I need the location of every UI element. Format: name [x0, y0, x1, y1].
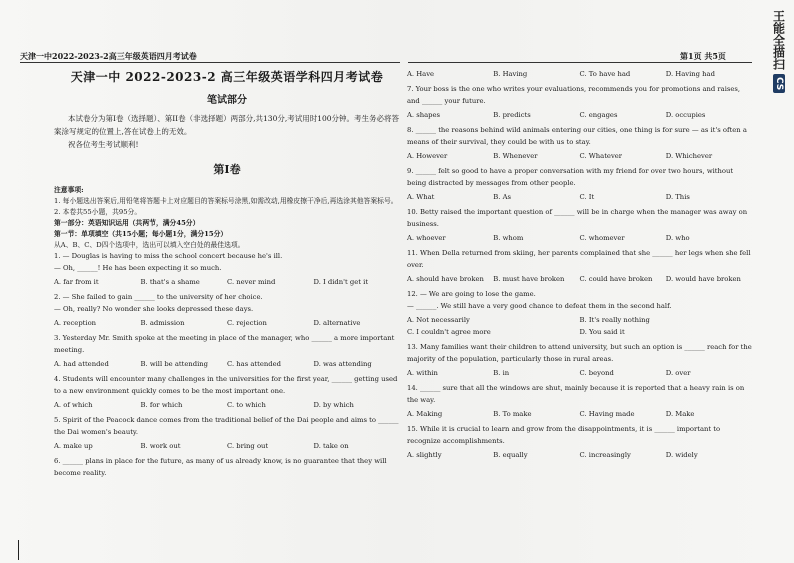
answer-option: A. far from it — [54, 278, 99, 286]
answer-option: C. beyond — [579, 369, 614, 377]
section-heading: 第一节：单项填空（共15小题；每小题1分，满分15分） — [54, 230, 228, 238]
question-text: 10. Betty raised the important question of ______ will be in charge when the manager was away on business. — [407, 208, 748, 228]
answer-option: B. whom — [493, 234, 524, 242]
answer-option: C. whomever — [579, 234, 625, 242]
answer-option: C. to which — [227, 401, 266, 409]
answer-option: D. take on — [313, 442, 349, 450]
question-text: 13. Many families want their children to attend university, but such an option is ______ reach for the majority of the population, particularly those in rural areas. — [407, 343, 752, 363]
question-item — [407, 125, 752, 162]
answer-option: B. work out — [140, 442, 181, 450]
margin-mark — [18, 540, 19, 560]
answer-option: A. whoever — [407, 234, 446, 242]
option: B. Having — [493, 70, 528, 78]
answer-option: B. It's really nothing — [579, 316, 650, 324]
question-text: 6. ______ plans in place for the future, as many of us already know, is no guarantee that they will become reality. — [54, 457, 387, 477]
question-text: — Oh, ______! He has been expecting it so much. — [54, 263, 222, 272]
answer-option: D. who — [665, 234, 690, 242]
part-heading: 第一部分：英语知识运用（共两节，满分45分） — [54, 219, 200, 227]
question-item — [54, 333, 400, 370]
question-text: 15. While it is crucial to learn and grow from the disappointments, it is ______ important to recognize accomplishments. — [407, 425, 721, 445]
answer-option: C. engages — [579, 111, 618, 119]
answer-option: C. I couldn't agree more — [407, 328, 491, 336]
question-item — [407, 342, 752, 379]
answer-option: D. alternative — [313, 319, 361, 327]
answer-option: D. was attending — [313, 360, 372, 368]
answer-option: C. rejection — [227, 319, 267, 327]
question-item — [407, 207, 752, 244]
answer-options — [407, 314, 752, 338]
answer-option: C. bring out — [227, 442, 269, 450]
scanner-watermark — [768, 10, 790, 105]
answer-options — [407, 408, 752, 420]
answer-option: A. make up — [54, 442, 93, 450]
answer-option: C. has attended — [227, 360, 281, 368]
answer-options — [54, 358, 400, 370]
question-item — [54, 456, 400, 479]
answer-option: D. over — [665, 369, 691, 377]
right-column — [407, 66, 752, 465]
question-text: — ______. We still have a very good chance to defeat them in the second half. — [407, 301, 672, 310]
answer-options — [407, 449, 752, 461]
notes-title: 注意事项: — [54, 186, 84, 194]
answer-option: D. You said it — [579, 328, 625, 336]
answer-option: B. in — [493, 369, 510, 377]
question-item — [407, 166, 752, 203]
answer-option: D. I didn't get it — [313, 278, 369, 286]
question-item — [54, 292, 400, 329]
option: D. Having had — [665, 70, 715, 78]
answer-option: B. Whenever — [493, 152, 538, 160]
answer-options — [54, 276, 400, 288]
answer-options — [54, 317, 400, 329]
question-item — [54, 251, 400, 288]
answer-option: B. must have broken — [493, 275, 565, 283]
question-item — [54, 415, 400, 452]
question-text: 3. Yesterday Mr. Smith spoke at the meeting in place of the manager, who ______ a more important meeting. — [54, 334, 395, 354]
answer-option: A. reception — [54, 319, 97, 327]
question-text: 4. Students will encounter many challenges in the universities for the first year, ______ getting used to a new environment quickly comes to be the most important one. — [54, 375, 398, 395]
question-text: 12. — We are going to lose the game. — [407, 290, 536, 298]
header-left: 天津一中2022-2023-2高三年级英语四月考试卷 — [20, 51, 197, 61]
left-question-list — [54, 251, 400, 479]
intro-paragraph: 本试卷分为第I卷（选择题）、第II卷（非选择题）两部分,共130分,考试用时100分钟。考生务必将答案涂写规定的位置上,答在试卷上的无效。 — [54, 114, 400, 136]
question-text: 1. — Douglas is having to miss the school concert because he's ill. — [54, 252, 283, 260]
answer-options — [407, 150, 752, 162]
header-rule-right — [408, 62, 752, 63]
answer-option: D. Make — [665, 410, 695, 418]
question-text: 9. ______ felt so good to have a proper conversation with my friend for over two hours, without being distracted by messages from other people. — [407, 167, 734, 187]
answer-option: A. Making — [407, 410, 443, 418]
answer-options — [54, 399, 400, 411]
exam-subtitle: 笔试部分 — [207, 95, 247, 106]
answer-options — [407, 232, 752, 244]
answer-option: A. should have broken — [407, 275, 484, 283]
question-item — [407, 248, 752, 285]
section-instruction: 从A、B、C、D四个选项中，选出可以填入空白处的最佳选项。 — [54, 241, 245, 249]
answer-option: B. that's a shame — [140, 278, 200, 286]
answer-option: A. What — [407, 193, 435, 201]
answer-options — [407, 191, 752, 203]
question-text: 8. ______ the reasons behind wild animals entering our cities, one thing is for sure — as it's often a means of their survival, they could be with us to stay. — [407, 126, 747, 146]
answer-option: B. To make — [493, 410, 532, 418]
answer-option: B. admission — [140, 319, 185, 327]
answer-option: D. would have broken — [665, 275, 741, 283]
question-text: 14. ______ sure that all the windows are shut, mainly because it is reported that a heavy rain is on the way. — [407, 384, 745, 404]
answer-option: A. within — [407, 369, 438, 377]
answer-option: D. This — [665, 193, 690, 201]
answer-option: A. shapes — [407, 111, 441, 119]
option: C. To have had — [579, 70, 631, 78]
left-column — [54, 68, 400, 479]
answer-option: C. Having made — [579, 410, 635, 418]
answer-option: B. for which — [140, 401, 183, 409]
question-item — [407, 383, 752, 420]
answer-options — [407, 273, 752, 285]
answer-option: A. Not necessarily — [407, 316, 470, 324]
note-1: 1. 每小题选出答案后,用铅笔将答题卡上对应题目的答案标号涂黑,如需改动,用橡皮擦干净后,再选涂其他答案标号。 — [54, 197, 398, 205]
question-item — [407, 84, 752, 121]
header-rule-left — [20, 62, 400, 63]
answer-option: B. equally — [493, 451, 528, 459]
intro-wish: 祝各位考生考试顺利! — [68, 140, 139, 149]
question-text: 2. — She failed to gain ______ to the university of her choice. — [54, 293, 263, 301]
question-text: 5. Spirit of the Peacock dance comes from the traditional belief of the Dai people and aims to ______ the Dai women's beauty. — [54, 416, 399, 436]
page-number: 第1页 共5页 — [680, 51, 726, 61]
right-question-list — [407, 84, 752, 461]
answer-option: B. As — [493, 193, 511, 201]
volume-heading: 第I卷 — [213, 163, 241, 176]
answer-option: A. However — [407, 152, 448, 160]
answer-option: C. It — [579, 193, 595, 201]
scanner-brand-text: 王能全描扫 — [771, 10, 786, 70]
q6-options — [407, 68, 752, 80]
answer-options — [407, 109, 752, 121]
question-text: 7. Your boss is the one who writes your evaluations, recommends you for promotions and raises, and ______ your future. — [407, 85, 741, 105]
answer-options — [54, 440, 400, 452]
answer-option: C. increasingly — [579, 451, 631, 459]
answer-option: C. Whatever — [579, 152, 623, 160]
answer-option: A. had attended — [54, 360, 109, 368]
answer-option: A. slightly — [407, 451, 442, 459]
answer-option: D. Whichever — [665, 152, 713, 160]
answer-option: D. widely — [665, 451, 698, 459]
question-item — [407, 289, 752, 338]
answer-option: C. could have broken — [579, 275, 653, 283]
answer-option: D. occupies — [665, 111, 706, 119]
answer-option: D. by which — [313, 401, 354, 409]
exam-title: 天津一中 2022-2023-2 高三年级英语学科四月考试卷 — [70, 70, 384, 84]
question-text: — Oh, really? No wonder she looks depressed these days. — [54, 304, 254, 313]
scanner-logo: CS — [773, 74, 785, 93]
question-item — [54, 374, 400, 411]
answer-option: B. will be attending — [140, 360, 209, 368]
note-2: 2. 本卷共55小题，共95分。 — [54, 208, 142, 216]
answer-option: C. never mind — [227, 278, 276, 286]
answer-option: A. of which — [54, 401, 93, 409]
question-text: 11. When Della returned from skiing, her parents complained that she ______ her legs when she fell over. — [407, 249, 751, 269]
option: A. Have — [407, 70, 435, 78]
answer-option: B. predicts — [493, 111, 531, 119]
question-item — [407, 424, 752, 461]
answer-options — [407, 367, 752, 379]
